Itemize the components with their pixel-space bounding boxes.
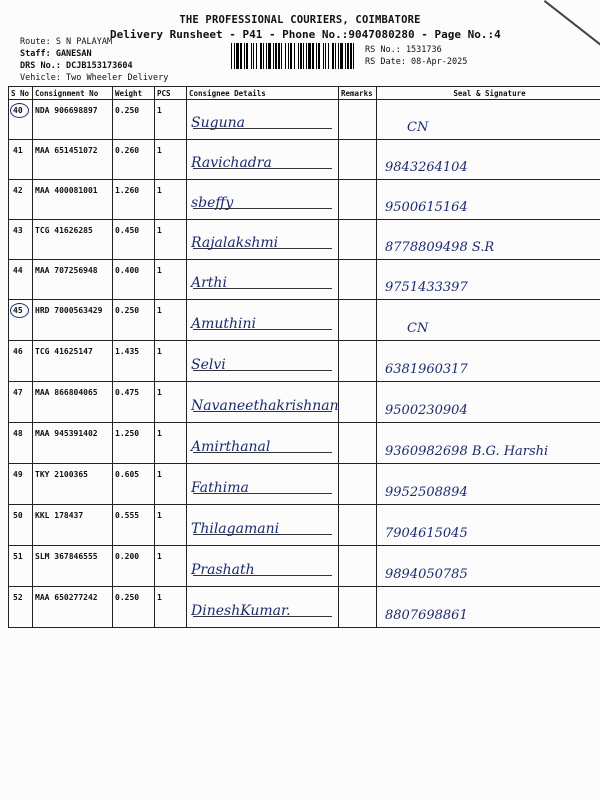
- consignee-name: Navaneethakrishnan: [191, 398, 339, 414]
- serial-number-cell: [9, 587, 33, 628]
- remarks-cell: [339, 382, 377, 423]
- table-row: [9, 140, 600, 180]
- weight-value: 0.450: [115, 226, 140, 235]
- table-row: [9, 341, 600, 382]
- company-title: THE PROFESSIONAL COURIERS, COIMBATORE: [179, 14, 421, 26]
- consignee-details-cell: [187, 140, 339, 180]
- serial-number-cell: [9, 100, 33, 140]
- consignment-number: KKL 178437: [35, 511, 84, 520]
- seal-signature-cell: [377, 300, 600, 341]
- drs-number: DRS No.: DCJB153173604: [20, 61, 133, 71]
- weight-value: 0.200: [115, 552, 140, 561]
- barcode-image: [231, 43, 357, 69]
- signature-value: 9751433397: [385, 280, 468, 295]
- consignment-number-cell: [33, 260, 113, 300]
- serial-number-cell: [9, 423, 33, 464]
- consignee-name: Amirthanal: [191, 439, 271, 455]
- serial-number: 48: [13, 429, 23, 438]
- signature-value: 8807698861: [385, 608, 468, 623]
- pcs-value: 1: [157, 146, 162, 155]
- serial-number-cell: [9, 341, 33, 382]
- runsheet-subtitle: Delivery Runsheet - P41 - Phone No.:9047080280 - Page No.:4: [110, 28, 501, 41]
- pcs-value: 1: [157, 388, 162, 397]
- table-row: [9, 587, 600, 628]
- consignee-name: sbeffy: [191, 195, 234, 211]
- consignment-number-cell: [33, 546, 113, 587]
- remarks-cell: [339, 341, 377, 382]
- consignment-number-cell: [33, 505, 113, 546]
- col-header-consignment: Consignment No: [33, 87, 113, 100]
- serial-number-cell: [9, 220, 33, 260]
- consignment-number-cell: [33, 382, 113, 423]
- signature-value: 6381960317: [385, 362, 468, 377]
- consignment-number-cell: [33, 341, 113, 382]
- serial-number: 52: [13, 593, 23, 602]
- consignee-details-cell: [187, 260, 339, 300]
- pcs-value-cell: [155, 100, 187, 140]
- consignment-number: MAA 707256948: [35, 266, 98, 275]
- col-header-consignee: Consignee Details: [187, 87, 339, 100]
- runsheet-table: [8, 86, 600, 628]
- remarks-cell: [339, 546, 377, 587]
- table-row: [9, 423, 600, 464]
- table-row: [9, 100, 600, 140]
- signature-value: 9360982698 B.G. Harshi: [385, 444, 549, 459]
- pcs-value: 1: [157, 106, 162, 115]
- seal-signature-cell: [377, 587, 600, 628]
- weight-value-cell: [113, 546, 155, 587]
- pcs-value-cell: [155, 505, 187, 546]
- table-header-row: [9, 87, 600, 100]
- consignee-details-cell: [187, 220, 339, 260]
- weight-value-cell: [113, 100, 155, 140]
- pcs-value: 1: [157, 226, 162, 235]
- signature-value: 9952508894: [385, 485, 468, 500]
- signature-value: CN: [407, 321, 429, 336]
- consignee-details-cell: [187, 464, 339, 505]
- rs-number: RS No.: 1531736: [365, 45, 442, 55]
- consignment-number: MAA 650277242: [35, 593, 98, 602]
- table-row: [9, 382, 600, 423]
- pcs-value-cell: [155, 300, 187, 341]
- signature-value: CN: [407, 120, 429, 135]
- table-row: [9, 220, 600, 260]
- serial-number: 42: [13, 186, 23, 195]
- pcs-value: 1: [157, 593, 162, 602]
- serial-number: 43: [13, 226, 23, 235]
- serial-number: 51: [13, 552, 23, 561]
- serial-number: 44: [13, 266, 23, 275]
- consignment-number: HRD 7000563429: [35, 306, 103, 315]
- weight-value: 0.605: [115, 470, 140, 479]
- serial-number-cell: [9, 180, 33, 220]
- consignee-details-cell: [187, 505, 339, 546]
- seal-signature-cell: [377, 140, 600, 180]
- weight-value: 1.260: [115, 186, 140, 195]
- signature-value: 8778809498 S.R: [385, 240, 495, 255]
- remarks-cell: [339, 505, 377, 546]
- seal-signature-cell: [377, 546, 600, 587]
- remarks-cell: [339, 180, 377, 220]
- consignment-number-cell: [33, 100, 113, 140]
- consignee-name: Arthi: [191, 275, 227, 291]
- pcs-value: 1: [157, 186, 162, 195]
- table-row: [9, 180, 600, 220]
- signature-value: 9894050785: [385, 567, 468, 582]
- table-row: [9, 260, 600, 300]
- pcs-value-cell: [155, 341, 187, 382]
- serial-number-cell: [9, 505, 33, 546]
- consignee-details-cell: [187, 100, 339, 140]
- signature-value: 7904615045: [385, 526, 468, 541]
- consignee-name: Amuthini: [191, 316, 257, 332]
- weight-value-cell: [113, 505, 155, 546]
- serial-number: 45: [13, 306, 23, 315]
- table-row: [9, 300, 600, 341]
- consignment-number-cell: [33, 220, 113, 260]
- serial-number: 50: [13, 511, 23, 520]
- weight-value-cell: [113, 587, 155, 628]
- serial-number-cell: [9, 382, 33, 423]
- seal-signature-cell: [377, 382, 600, 423]
- consignee-details-cell: [187, 180, 339, 220]
- weight-value-cell: [113, 382, 155, 423]
- pcs-value-cell: [155, 546, 187, 587]
- remarks-cell: [339, 587, 377, 628]
- rs-date: RS Date: 08-Apr-2025: [365, 57, 468, 67]
- col-header-signature: Seal & Signature: [377, 87, 600, 100]
- weight-value: 0.555: [115, 511, 140, 520]
- weight-value-cell: [113, 300, 155, 341]
- col-header-pcs: PCS: [155, 87, 187, 100]
- seal-signature-cell: [377, 341, 600, 382]
- seal-signature-cell: [377, 423, 600, 464]
- pcs-value: 1: [157, 552, 162, 561]
- consignment-number: MAA 866804065: [35, 388, 98, 397]
- serial-number: 47: [13, 388, 23, 397]
- circle-mark: [10, 103, 29, 118]
- weight-value: 0.260: [115, 146, 140, 155]
- pcs-value-cell: [155, 220, 187, 260]
- serial-number: 41: [13, 146, 23, 155]
- consignee-name: DineshKumar.: [191, 603, 291, 619]
- weight-value-cell: [113, 464, 155, 505]
- consignee-details-cell: [187, 300, 339, 341]
- consignee-details-cell: [187, 382, 339, 423]
- remarks-cell: [339, 100, 377, 140]
- consignee-details-cell: [187, 546, 339, 587]
- consignee-details-cell: [187, 587, 339, 628]
- col-header-sno: S No: [9, 87, 33, 100]
- serial-number: 46: [13, 347, 23, 356]
- table-row: [9, 546, 600, 587]
- pcs-value: 1: [157, 470, 162, 479]
- pcs-value-cell: [155, 260, 187, 300]
- consignee-name: Rajalakshmi: [191, 235, 279, 251]
- remarks-cell: [339, 140, 377, 180]
- col-header-weight: Weight: [113, 87, 155, 100]
- weight-value: 0.250: [115, 593, 140, 602]
- remarks-cell: [339, 220, 377, 260]
- serial-number: 49: [13, 470, 23, 479]
- pcs-value-cell: [155, 382, 187, 423]
- consignee-name: Suguna: [191, 115, 245, 131]
- pcs-value-cell: [155, 180, 187, 220]
- consignment-number-cell: [33, 464, 113, 505]
- signature-value: 9500230904: [385, 403, 468, 418]
- pcs-value-cell: [155, 423, 187, 464]
- serial-number-cell: [9, 300, 33, 341]
- pcs-value: 1: [157, 347, 162, 356]
- consignment-number-cell: [33, 587, 113, 628]
- consignee-name: Ravichadra: [191, 155, 272, 171]
- signature-value: 9843264104: [385, 160, 468, 175]
- weight-value: 0.400: [115, 266, 140, 275]
- pcs-value-cell: [155, 464, 187, 505]
- remarks-cell: [339, 464, 377, 505]
- seal-signature-cell: [377, 100, 600, 140]
- consignment-number: MAA 651451072: [35, 146, 98, 155]
- weight-value-cell: [113, 220, 155, 260]
- weight-value: 1.250: [115, 429, 140, 438]
- remarks-cell: [339, 423, 377, 464]
- seal-signature-cell: [377, 180, 600, 220]
- weight-value-cell: [113, 260, 155, 300]
- signature-value: 9500615164: [385, 200, 468, 215]
- seal-signature-cell: [377, 220, 600, 260]
- seal-signature-cell: [377, 505, 600, 546]
- weight-value: 0.250: [115, 106, 140, 115]
- weight-value-cell: [113, 341, 155, 382]
- consignment-number: SLM 367846555: [35, 552, 98, 561]
- pcs-value-cell: [155, 140, 187, 180]
- seal-signature-cell: [377, 260, 600, 300]
- consignment-number: TCG 41625147: [35, 347, 93, 356]
- serial-number-cell: [9, 464, 33, 505]
- remarks-cell: [339, 260, 377, 300]
- route-label: Route: S N PALAYAM: [20, 37, 113, 47]
- consignee-details-cell: [187, 341, 339, 382]
- consignment-number: MAA 945391402: [35, 429, 98, 438]
- consignment-number: MAA 400081001: [35, 186, 98, 195]
- staff-label: Staff: GANESAN: [20, 49, 92, 59]
- weight-value-cell: [113, 140, 155, 180]
- weight-value: 1.435: [115, 347, 140, 356]
- consignment-number: NDA 906698897: [35, 106, 98, 115]
- serial-number: 40: [13, 106, 23, 115]
- serial-number-cell: [9, 260, 33, 300]
- vehicle-label: Vehicle: Two Wheeler Delivery: [20, 73, 169, 83]
- consignment-number-cell: [33, 140, 113, 180]
- circle-mark: [10, 303, 29, 318]
- serial-number-cell: [9, 140, 33, 180]
- consignee-name: Selvi: [191, 357, 226, 373]
- table-row: [9, 505, 600, 546]
- consignee-name: Fathima: [191, 480, 249, 496]
- serial-number-cell: [9, 546, 33, 587]
- consignment-number: TCG 41626285: [35, 226, 93, 235]
- weight-value: 0.475: [115, 388, 140, 397]
- col-header-remarks: Remarks: [339, 87, 377, 100]
- remarks-cell: [339, 300, 377, 341]
- pcs-value: 1: [157, 429, 162, 438]
- consignment-number: TKY 2100365: [35, 470, 88, 479]
- weight-value-cell: [113, 180, 155, 220]
- consignee-name: Prashath: [191, 562, 255, 578]
- consignment-number-cell: [33, 300, 113, 341]
- pcs-value: 1: [157, 266, 162, 275]
- pcs-value-cell: [155, 587, 187, 628]
- consignee-name: Thilagamani: [191, 521, 280, 537]
- seal-signature-cell: [377, 464, 600, 505]
- weight-value-cell: [113, 423, 155, 464]
- consignee-details-cell: [187, 423, 339, 464]
- consignment-number-cell: [33, 423, 113, 464]
- consignment-number-cell: [33, 180, 113, 220]
- pcs-value: 1: [157, 306, 162, 315]
- table-row: [9, 464, 600, 505]
- pcs-value: 1: [157, 511, 162, 520]
- weight-value: 0.250: [115, 306, 140, 315]
